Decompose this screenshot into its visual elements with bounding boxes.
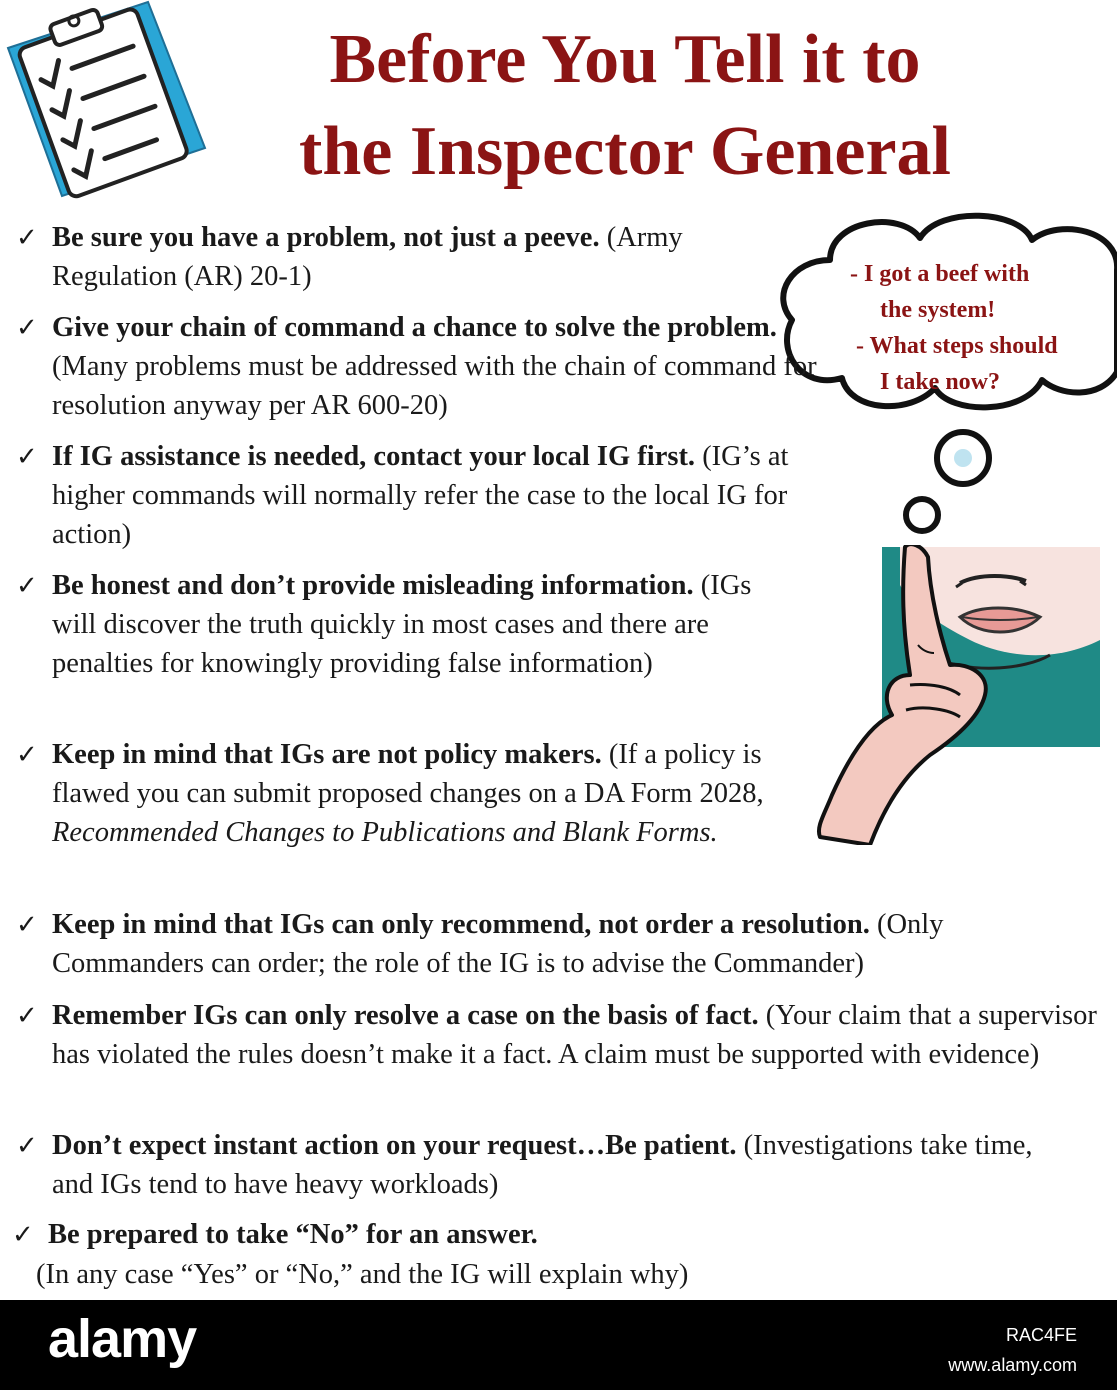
watermark-bar bbox=[0, 1300, 1117, 1390]
item-7-text: (Your claim that a supervisor has violated the rules doesn’t make it a fact. A claim must be supported with evidence) bbox=[52, 1000, 1097, 1070]
item-7-bold: Remember IGs can only resolve a case on the basis of fact. bbox=[52, 1000, 759, 1031]
item-4-text: (IGs will discover the truth quickly in most cases and there are penalties for knowingly providing false information) bbox=[52, 570, 752, 679]
item-6-bold: Keep in mind that IGs can only recommend, not order a resolution. bbox=[52, 909, 870, 940]
checkmark-icon: ✓ bbox=[16, 313, 38, 342]
item-5-text: (If a policy is flawed you can submit proposed changes on a DA Form 2028, bbox=[52, 739, 764, 809]
item-9-bold: Be prepared to take “No” for an answer. bbox=[48, 1219, 538, 1250]
item-9-text: (In any case “Yes” or “No,” and the IG will explain why) bbox=[36, 1259, 689, 1290]
item-6-text: (Only Commanders can order; the role of the IG is to advise the Commander) bbox=[52, 909, 944, 979]
watermark-image-id: RAC4FE bbox=[1005, 1325, 1077, 1345]
item-2-bold: Give your chain of command a chance to solve the problem. bbox=[52, 312, 777, 343]
checkmark-icon: ✓ bbox=[16, 571, 38, 600]
checkmark-icon: ✓ bbox=[16, 1131, 38, 1160]
item-1-text: (Army Regulation (AR) 20-1) bbox=[52, 222, 683, 292]
item-3-text: (IG’s at higher commands will normally refer the case to the local IG for action) bbox=[52, 441, 789, 550]
thought-line-3: - What steps should bbox=[856, 333, 1058, 359]
thought-line-4: I take now? bbox=[880, 369, 1001, 395]
checkmark-icon: ✓ bbox=[12, 1220, 34, 1249]
item-1-bold: Be sure you have a problem, not just a peeve. bbox=[52, 222, 600, 253]
checkmark-icon: ✓ bbox=[16, 910, 38, 939]
thought-line-2: the system! bbox=[880, 297, 996, 323]
item-5-form-title: Recommended Changes to Publications and Blank Forms. bbox=[52, 817, 718, 848]
item-4-bold: Be honest and don’t provide misleading information. bbox=[52, 570, 694, 601]
checkmark-icon: ✓ bbox=[16, 1001, 38, 1030]
item-2-text: (Many problems must be addressed with the chain of command for resolution anyway per AR 600-20) bbox=[52, 351, 817, 421]
title-line-1: Before You Tell it to bbox=[329, 21, 921, 98]
clipboard-checklist-icon bbox=[0, 0, 215, 200]
thought-line-1: - I got a beef with bbox=[850, 261, 1030, 287]
thinking-face-illustration bbox=[810, 545, 1110, 845]
checkmark-icon: ✓ bbox=[16, 223, 38, 252]
page-title bbox=[215, 14, 1035, 198]
item-8-bold: Don’t expect instant action on your request…Be patient. bbox=[52, 1130, 737, 1161]
watermark-site: www.alamy.com bbox=[948, 1355, 1077, 1375]
item-5-bold: Keep in mind that IGs are not policy makers. bbox=[52, 739, 602, 770]
item-8-text: (Investigations take time, and IGs tend to have heavy workloads) bbox=[52, 1130, 1033, 1200]
watermark-logo: alamy bbox=[48, 1309, 197, 1369]
checkmark-icon: ✓ bbox=[16, 442, 38, 471]
item-3-bold: If IG assistance is needed, contact your local IG first. bbox=[52, 441, 696, 472]
checkmark-icon: ✓ bbox=[16, 740, 38, 769]
title-line-2: the Inspector General bbox=[299, 113, 951, 190]
thought-bubble-text bbox=[838, 256, 1117, 400]
watermark-info bbox=[948, 1320, 1077, 1380]
